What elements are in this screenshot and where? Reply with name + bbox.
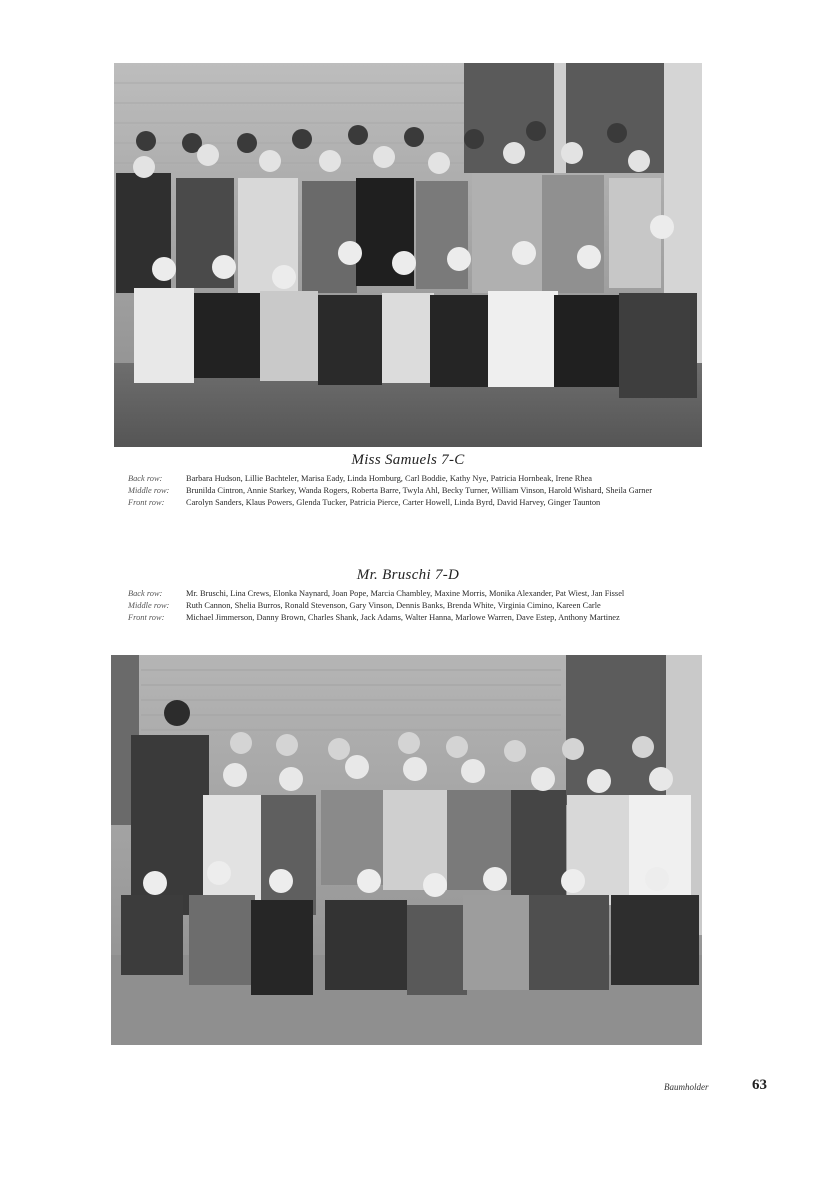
row-names: Michael Jimmerson, Danny Brown, Charles Shank, Jack Adams, Walter Hanna, Marlowe Warren, Dave Estep, Anthony Martinez [186, 613, 620, 622]
page-number: 63 [752, 1077, 767, 1093]
roster-row-middle [128, 601, 690, 610]
roster-row-front [128, 498, 690, 507]
row-label: Front row: [128, 613, 165, 622]
row-names: Barbara Hudson, Lillie Bachteler, Marisa Eady, Linda Homburg, Carl Boddie, Kathy Nye, Patricia Hornbeak, Irene Rhea [186, 474, 592, 483]
roster-7c [128, 474, 690, 510]
roster-row-middle [128, 486, 690, 495]
roster-7d [128, 589, 690, 625]
row-names: Brunilda Cintron, Annie Starkey, Wanda Rogers, Roberta Barre, Twyla Ahl, Becky Turner, William Vinson, Harold Wishard, Sheila Garner [186, 486, 652, 495]
row-label: Middle row: [128, 601, 170, 610]
class-photo-miss-samuels [114, 63, 702, 447]
publication-name: Baumholder [664, 1082, 709, 1092]
class-title-7c: Miss Samuels 7-C [351, 452, 465, 468]
class-title-7d: Mr. Bruschi 7-D [356, 567, 460, 583]
row-names: Mr. Bruschi, Lina Crews, Elonka Naynard, Joan Pope, Marcia Chambley, Maxine Morris, Monika Alexander, Pat Wiest, Jan Fissel [186, 589, 625, 598]
roster-row-back [128, 474, 690, 483]
row-names: Ruth Cannon, Shelia Burros, Ronald Stevenson, Gary Vinson, Dennis Banks, Brenda White, Virginia Cimino, Kareen Carle [186, 601, 601, 610]
roster-row-front [128, 613, 690, 622]
row-names: Carolyn Sanders, Klaus Powers, Glenda Tucker, Patricia Pierce, Carter Howell, Linda Byrd, David Harvey, Ginger Taunton [186, 498, 601, 507]
row-label: Middle row: [128, 486, 170, 495]
row-label: Back row: [128, 589, 163, 598]
row-label: Back row: [128, 474, 163, 483]
class-photo-mr-bruschi [111, 655, 702, 1045]
roster-row-back [128, 589, 690, 598]
row-label: Front row: [128, 498, 165, 507]
